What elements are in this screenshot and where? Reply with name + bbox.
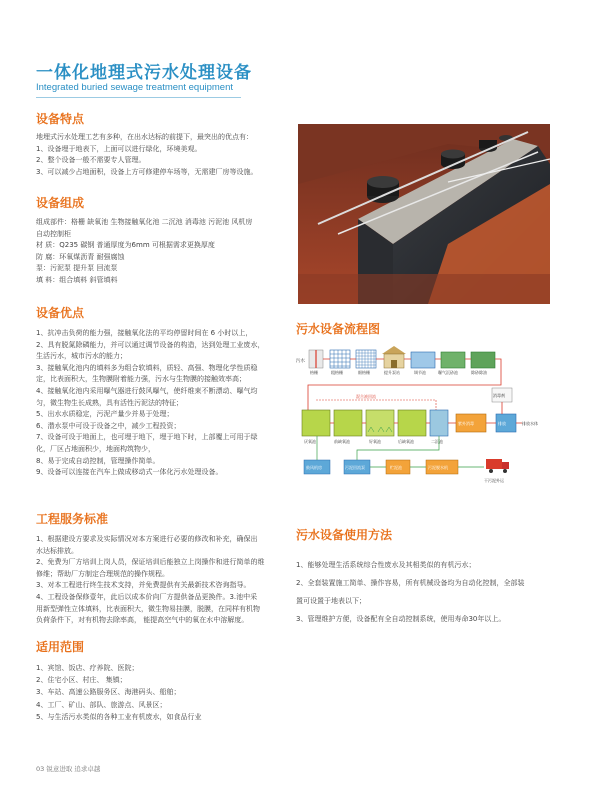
- scope-heading: 适用范围: [36, 640, 85, 654]
- composition-line: 组成部件：格栅 缺氧池 生物接触氧化池 二沉池 消毒池 污泥池 风机房: [36, 218, 253, 226]
- page-subtitle: Integrated buried sewage treatment equipment: [36, 82, 233, 93]
- flow-label-uv: 紫外消毒: [458, 421, 474, 426]
- flow-label-anaerobic: 厌氧池: [304, 439, 316, 444]
- advantages-line: 5、出水水质稳定，污泥产量少并易于处理；: [36, 410, 174, 419]
- advantages-line: 8、易于完成自动控制，管理操作简单。: [36, 456, 160, 465]
- service-line: 2、免费为厂方培训上岗人员，保证培训后能独立上岗操作和进行简单的维: [36, 558, 265, 567]
- usage-line: 3、管理维护方便，设备配有全自动控制系统，使用寿命30年以上。: [296, 615, 506, 623]
- scope-line: 1、宾馆、饭店、疗养院、医院；: [36, 664, 139, 672]
- service-line: 4、工程设备保修壹年，此后以成本价向厂方提供备品更换件。3.池中采: [36, 592, 258, 601]
- advantages-line: 3、接触氧化池内的填料多为组合软填料，质轻、高强、物理化学性质稳: [36, 363, 258, 372]
- flow-label-return-pump: 污泥回流泵: [345, 465, 365, 470]
- flow-label-pump: 提升泵站: [384, 370, 400, 375]
- composition-line: 泵：污泥泵 提升泵 回流泵: [36, 264, 118, 273]
- flow-label-regulating: 调节池: [414, 370, 426, 375]
- flow-label-discharge: 排放: [498, 421, 506, 426]
- composition-heading: 设备组成: [36, 196, 85, 210]
- advantages-line: 匀，微生物生长成熟，具有活性污泥法的特征；: [36, 398, 183, 407]
- flow-label-dewater: 污泥脱水机: [428, 465, 448, 470]
- flow-label-grit: 曝气沉砂池: [438, 370, 458, 375]
- advantages-line: 化，厂区占地面积少，地面构筑物少，: [36, 444, 155, 453]
- advantages-line: 4、接触氧化池内采用曝气器进行鼓风曝气，使纤维束不断漂动、曝气均: [36, 386, 258, 395]
- usage-line: 置可设置于地表以下；: [296, 597, 366, 605]
- composition-line: 防 腐：环氧煤沥青 耐强腐蚀: [36, 252, 125, 261]
- flow-label-grid: 格栅: [310, 370, 318, 375]
- composition-line: 自动控制柜: [36, 229, 71, 238]
- scope-text: [36, 662, 294, 723]
- flow-label-fine-screen: 细格栅: [358, 370, 370, 375]
- flow-label-sludge-storage: 贮泥池: [390, 465, 402, 470]
- service-line: 用新型弹性立体填料，比表面积大，微生物易挂膜，脱膜，在同样有机物: [36, 604, 260, 613]
- advantages-line: 7、设备可设于地面上，也可埋于地下，埋于地下时，上部覆上可用于绿: [36, 433, 258, 442]
- service-line: 负荷条件下，对有机物去除率高， 能提高空气中的氧在水中溶解度。: [36, 616, 249, 625]
- flow-label-coarse-screen: 粗格栅: [331, 370, 343, 375]
- pump-station-icon: [382, 346, 406, 368]
- flowchart-heading: 污水设备流程图: [296, 322, 381, 336]
- flow-label-sewage: 污水: [296, 359, 305, 364]
- grit-oil-removal-icon: [471, 352, 495, 368]
- process-flowchart: [296, 340, 552, 492]
- usage-text: [296, 556, 554, 628]
- flow-label-recycle: 混合液回流: [356, 394, 376, 399]
- equipment-photo-illustration: [298, 124, 550, 304]
- page-footer: 03 锐意进取 追求卓越: [36, 765, 101, 773]
- usage-line: 2、全套装置施工简单、操作容易，所有机械设备均为自动化控制，全部装: [296, 579, 525, 587]
- advantages-line: 6、潜水泵中可设于设备之中，减少工程投资；: [36, 421, 181, 430]
- flowchart-diagram: [296, 340, 552, 492]
- fine-screen-icon: [356, 350, 376, 368]
- features-line: 地埋式污水处理工艺有多种，在出水达标的前提下，最突出的优点有：: [36, 133, 253, 141]
- flow-label-disinfectant: 消毒剂: [493, 393, 505, 398]
- flow-label-pre-anoxic: 前缺氧池: [334, 439, 350, 444]
- advantages-line: 1、抗冲击负荷的能力强，接触氧化法的平均停留时间在 6 小时以上，: [36, 329, 253, 337]
- scope-line: 2、住宅小区、村庄、 集镇；: [36, 676, 127, 685]
- features-heading: 设备特点: [36, 112, 85, 126]
- advantages-heading: 设备优点: [36, 306, 85, 320]
- usage-line: 1、能够处理生活系统综合性废水及其相类似的有机污水；: [296, 561, 476, 569]
- flow-label-sludge-out: 干污泥外运: [484, 478, 504, 483]
- advantages-text: [36, 328, 294, 479]
- flow-label-secondary: 二沉池: [431, 439, 443, 444]
- equipment-photo: [298, 124, 550, 304]
- service-line: 水达标排放。: [36, 546, 78, 555]
- aerated-grit-icon: [441, 352, 465, 368]
- service-text: [36, 534, 294, 627]
- composition-line: 材 质：Q235 碳钢 普通厚度为6mm 可根据需求更换厚度: [36, 241, 215, 250]
- features-line: 1、设备埋于地表下，上面可以进行绿化，环境美观。: [36, 144, 202, 153]
- page-title: 一体化地理式污水处理设备: [36, 63, 252, 83]
- advantages-line: 定，比表面积大，生物膜附着能力强，污水与生物膜的接触效率高；: [36, 375, 246, 384]
- flow-label-degrit: 除砂除油: [471, 370, 487, 375]
- service-line: 3、对本工程进行终生技术支持，并免费提供有关最新技术咨询指导。: [36, 581, 251, 590]
- flow-label-post-anoxic: 后缺氧池: [398, 439, 414, 444]
- coarse-screen-icon: [330, 350, 350, 368]
- advantages-line: 2、具有脱氮除磷能力，并可以通过调节设备的构造，达到处理工业废水，: [36, 340, 265, 349]
- scope-line: 3、车站、高速公路服务区、海港码头、船舶；: [36, 688, 181, 697]
- advantages-line: 9、设备可以连接在汽车上做成移动式一体化污水处理设备。: [36, 468, 223, 477]
- features-line: 2、整个设备一般不需要专人管理。: [36, 156, 146, 165]
- composition-line: 填 料：组合填料 斜管填料: [36, 275, 118, 284]
- scope-line: 5、与生活污水类似的各种工业有机废水，如食品行业: [36, 712, 202, 721]
- advantages-line: 生活污水，城市污水的能力；: [36, 352, 127, 361]
- flow-label-water-body: 排放水体: [522, 421, 538, 426]
- features-text: [36, 132, 291, 178]
- scope-line: 4、工厂、矿山、部队、旅游点、风景区；: [36, 700, 167, 709]
- regulating-tank-icon: [411, 352, 435, 368]
- usage-heading: 污水设备使用方法: [296, 528, 393, 542]
- service-line: 修维；帮助厂方制定合理规范的操作规程。: [36, 569, 169, 578]
- composition-text: [36, 217, 291, 287]
- service-heading: 工程服务标准: [36, 512, 109, 526]
- truck-icon: [486, 459, 509, 473]
- flow-label-aerobic: 好氧池: [369, 439, 381, 444]
- service-line: 1、根据建设方要求及实际情况对本方案进行必要的修改和补充，确保出: [36, 535, 258, 543]
- title-underline: [36, 97, 241, 98]
- features-line: 3、可以减少占地面积，设备上方可修建停车场等，无需建厂房等设施。: [36, 167, 258, 176]
- flow-label-blower: 鼓风机房: [306, 465, 322, 470]
